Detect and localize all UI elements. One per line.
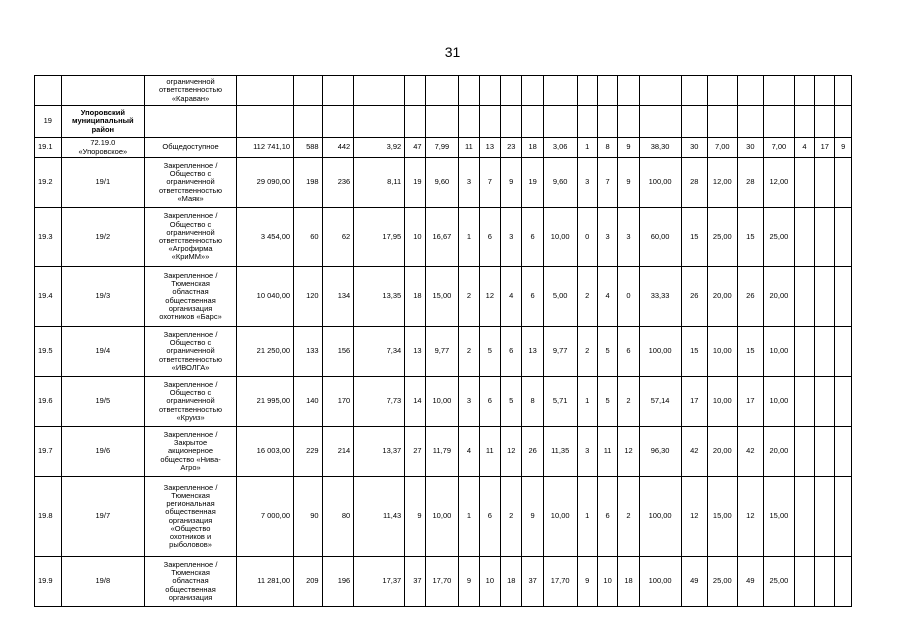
cell-value: 13,37 [354, 427, 405, 477]
cell-ground-name: 19/3 [61, 267, 145, 327]
cell-value: 30 [681, 138, 708, 158]
cell [681, 76, 708, 106]
cell-value: 9,77 [425, 327, 459, 377]
cell [639, 106, 681, 138]
table-row [35, 427, 852, 477]
page-number: 31 [444, 44, 461, 60]
cell-value: 4 [597, 267, 617, 327]
cell-value: 11 281,00 [236, 557, 293, 607]
cell-value: 10,00 [425, 477, 459, 557]
cell-value: 3 454,00 [236, 208, 293, 267]
cell-value [835, 267, 852, 327]
cell-value: 11,43 [354, 477, 405, 557]
cell-value: 8 [522, 377, 543, 427]
cell-value: 196 [322, 557, 354, 607]
cell-ground-type: Закрепленное / Тюменская региональная общественная организация «Общество охотников и рыболовов» [145, 477, 237, 557]
cell-value: 16 003,00 [236, 427, 293, 477]
cell-value: 13,35 [354, 267, 405, 327]
cell-value: 11,79 [425, 427, 459, 477]
cell-value: 10,00 [708, 327, 738, 377]
cell-ground-name: 19/7 [61, 477, 145, 557]
cell-value: 10,00 [764, 327, 795, 377]
cell-value: 5 [479, 327, 500, 377]
cell-ground-type: Закрепленное / Общество с ограниченной ответственностью «Круиз» [145, 377, 237, 427]
cell-value: 13 [479, 138, 500, 158]
cell-value: 442 [322, 138, 354, 158]
cell-value: 3 [459, 377, 479, 427]
cell-value: 17 [681, 377, 708, 427]
cell-value: 9 [835, 138, 852, 158]
cell [764, 106, 795, 138]
cell-value: 6 [479, 377, 500, 427]
cell-value: 9 [522, 477, 543, 557]
cell-value: 588 [294, 138, 323, 158]
cell-value: 13 [405, 327, 425, 377]
cell-value: 38,30 [639, 138, 681, 158]
cell-value [815, 477, 835, 557]
cell [522, 106, 543, 138]
cell-value: 20,00 [764, 267, 795, 327]
cell-value: 5,00 [543, 267, 577, 327]
cell-value: 236 [322, 158, 354, 208]
cell [577, 106, 597, 138]
cell-value: 2 [577, 267, 597, 327]
cell [425, 106, 459, 138]
cell-row-number: 19.4 [35, 267, 62, 327]
cell-district-number: 19 [35, 106, 62, 138]
cell-value: 9 [618, 158, 639, 208]
cell [794, 106, 814, 138]
cell-ground-name: 72.19.0 «Упоровское» [61, 138, 145, 158]
cell-value: 33,33 [639, 267, 681, 327]
cell-value [794, 557, 814, 607]
cell-value [815, 377, 835, 427]
cell-value: 15 [681, 208, 708, 267]
cell-value: 9 [618, 138, 639, 158]
cell-row-number: 19.5 [35, 327, 62, 377]
cell-value: 15,00 [425, 267, 459, 327]
cell-value: 15 [737, 208, 764, 267]
cell-value: 5,71 [543, 377, 577, 427]
cell-row-number: 19.1 [35, 138, 62, 158]
cell-value: 42 [737, 427, 764, 477]
cell-value: 30 [737, 138, 764, 158]
cell-value: 80 [322, 477, 354, 557]
cell [294, 76, 323, 106]
cell [479, 106, 500, 138]
table-row [35, 377, 852, 427]
cell [597, 106, 617, 138]
cell [236, 76, 293, 106]
cell-value: 9 [459, 557, 479, 607]
cell [405, 76, 425, 106]
cell-value: 2 [459, 327, 479, 377]
cell-value: 2 [618, 377, 639, 427]
cell-value: 49 [737, 557, 764, 607]
cell-value: 18 [405, 267, 425, 327]
cell [425, 76, 459, 106]
cell-value: 20,00 [764, 427, 795, 477]
cell [835, 76, 852, 106]
cell-value: 17,37 [354, 557, 405, 607]
cell-value: 96,30 [639, 427, 681, 477]
cell-value: 5 [597, 327, 617, 377]
cell-value: 10,00 [764, 377, 795, 427]
cell-value: 23 [501, 138, 522, 158]
cell-value: 2 [577, 327, 597, 377]
cell-value: 90 [294, 477, 323, 557]
cell-value: 8 [597, 138, 617, 158]
cell-value [815, 427, 835, 477]
cell-value: 9,77 [543, 327, 577, 377]
table-row-district [35, 106, 852, 138]
cell-value: 112 741,10 [236, 138, 293, 158]
cell-value: 198 [294, 158, 323, 208]
cell-value: 5 [501, 377, 522, 427]
cell [459, 106, 479, 138]
cell-value: 7,00 [708, 138, 738, 158]
cell-value: 10 [405, 208, 425, 267]
cell-value: 25,00 [764, 208, 795, 267]
cell-value: 21 250,00 [236, 327, 293, 377]
cell-value: 10 040,00 [236, 267, 293, 327]
cell-value: 60,00 [639, 208, 681, 267]
cell-value: 6 [479, 208, 500, 267]
cell-value: 13 [522, 327, 543, 377]
cell-value [794, 267, 814, 327]
cell [501, 76, 522, 106]
cell-value: 7 [479, 158, 500, 208]
cell-value: 1 [577, 138, 597, 158]
cell-value: 8,11 [354, 158, 405, 208]
cell [405, 106, 425, 138]
cell-value: 14 [405, 377, 425, 427]
cell-value: 26 [681, 267, 708, 327]
cell-value: 42 [681, 427, 708, 477]
cell-value [835, 477, 852, 557]
cell-value [815, 158, 835, 208]
cell-value [794, 427, 814, 477]
cell-value: 100,00 [639, 477, 681, 557]
cell-ground-name: 19/2 [61, 208, 145, 267]
cell-value: 12 [737, 477, 764, 557]
cell [618, 76, 639, 106]
cell [236, 106, 293, 138]
cell-value: 18 [618, 557, 639, 607]
cell [639, 76, 681, 106]
cell-value: 25,00 [764, 557, 795, 607]
cell-value: 5 [597, 377, 617, 427]
cell-value: 10,00 [543, 208, 577, 267]
cell-continued-type: ограниченной ответственностью «Караван» [145, 76, 237, 106]
cell-value: 60 [294, 208, 323, 267]
cell-value: 12 [501, 427, 522, 477]
cell-value: 6 [479, 477, 500, 557]
cell-row-number: 19.9 [35, 557, 62, 607]
cell-value: 3 [618, 208, 639, 267]
cell-value: 28 [737, 158, 764, 208]
cell-value: 11 [597, 427, 617, 477]
cell-value: 49 [681, 557, 708, 607]
table-row [35, 327, 852, 377]
cell-value: 9 [405, 477, 425, 557]
cell [577, 76, 597, 106]
cell-value: 10,00 [708, 377, 738, 427]
cell-value: 12,00 [764, 158, 795, 208]
cell [354, 106, 405, 138]
cell-value: 7,99 [425, 138, 459, 158]
cell [708, 76, 738, 106]
cell-value: 11 [459, 138, 479, 158]
cell-value: 12 [479, 267, 500, 327]
cell-value: 15,00 [708, 477, 738, 557]
cell-value [794, 327, 814, 377]
cell-value: 0 [577, 208, 597, 267]
cell-value: 26 [522, 427, 543, 477]
cell-value: 7,34 [354, 327, 405, 377]
cell-value: 7,73 [354, 377, 405, 427]
cell-value: 28 [681, 158, 708, 208]
cell-value: 21 995,00 [236, 377, 293, 427]
cell-value: 4 [459, 427, 479, 477]
cell-value [815, 267, 835, 327]
cell-value: 37 [405, 557, 425, 607]
table-row [35, 477, 852, 557]
cell-value: 1 [459, 208, 479, 267]
cell-ground-name: 19/6 [61, 427, 145, 477]
cell-value: 1 [577, 377, 597, 427]
cell-value: 7 000,00 [236, 477, 293, 557]
cell-value: 12,00 [708, 158, 738, 208]
cell-value [794, 158, 814, 208]
cell-value: 17,70 [543, 557, 577, 607]
cell [145, 106, 237, 138]
cell-value: 57,14 [639, 377, 681, 427]
cell-value: 6 [501, 327, 522, 377]
cell-value: 7 [597, 158, 617, 208]
cell-value: 11 [479, 427, 500, 477]
cell-district-name: Упоровский муниципальный район [61, 106, 145, 138]
cell-value: 170 [322, 377, 354, 427]
cell-value [794, 208, 814, 267]
cell [764, 76, 795, 106]
cell [354, 76, 405, 106]
cell-value: 100,00 [639, 557, 681, 607]
cell-ground-name: 19/4 [61, 327, 145, 377]
cell-value: 17,70 [425, 557, 459, 607]
cell-ground-type: Закрепленное / Тюменская областная общественная организация [145, 557, 237, 607]
cell-value: 10 [597, 557, 617, 607]
cell-value: 4 [794, 138, 814, 158]
cell-value: 1 [459, 477, 479, 557]
cell-ground-type: Общедоступное [145, 138, 237, 158]
cell [479, 76, 500, 106]
cell-value: 9 [577, 557, 597, 607]
cell-value: 209 [294, 557, 323, 607]
cell [459, 76, 479, 106]
cell-value: 25,00 [708, 208, 738, 267]
cell-value [815, 557, 835, 607]
cell-value: 100,00 [639, 158, 681, 208]
cell-value: 15,00 [764, 477, 795, 557]
cell-value: 4 [501, 267, 522, 327]
cell-value: 2 [501, 477, 522, 557]
cell [522, 76, 543, 106]
cell-value: 0 [618, 267, 639, 327]
cell-value: 2 [618, 477, 639, 557]
cell-value: 29 090,00 [236, 158, 293, 208]
table-row-continued [35, 76, 852, 106]
cell-value: 6 [618, 327, 639, 377]
cell-value: 47 [405, 138, 425, 158]
cell [708, 106, 738, 138]
cell-value: 9,60 [543, 158, 577, 208]
cell-value: 16,67 [425, 208, 459, 267]
cell-value [815, 208, 835, 267]
cell-ground-type: Закрепленное / Общество с ограниченной ответственностью «Маяк» [145, 158, 237, 208]
table-row [35, 158, 852, 208]
cell-value [835, 158, 852, 208]
cell-value: 6 [597, 477, 617, 557]
cell [794, 76, 814, 106]
cell [618, 106, 639, 138]
table-row [35, 557, 852, 607]
cell-value: 18 [501, 557, 522, 607]
cell-value: 3,06 [543, 138, 577, 158]
cell-value: 7,00 [764, 138, 795, 158]
cell [35, 76, 62, 106]
cell-value: 19 [405, 158, 425, 208]
cell-value: 17 [815, 138, 835, 158]
cell-value: 12 [681, 477, 708, 557]
cell-value: 26 [737, 267, 764, 327]
cell-value: 3 [501, 208, 522, 267]
cell-value [835, 377, 852, 427]
cell-value [835, 327, 852, 377]
cell-value: 17,95 [354, 208, 405, 267]
cell-value: 140 [294, 377, 323, 427]
cell-value: 3 [459, 158, 479, 208]
cell-value: 25,00 [708, 557, 738, 607]
cell [61, 76, 145, 106]
cell [681, 106, 708, 138]
cell-value: 6 [522, 208, 543, 267]
cell-value: 9,60 [425, 158, 459, 208]
cell-value: 3 [577, 427, 597, 477]
cell-value [835, 208, 852, 267]
cell-value: 2 [459, 267, 479, 327]
cell-value: 17 [737, 377, 764, 427]
cell-value: 18 [522, 138, 543, 158]
cell-row-number: 19.3 [35, 208, 62, 267]
cell [737, 106, 764, 138]
cell-ground-name: 19/1 [61, 158, 145, 208]
cell-ground-name: 19/8 [61, 557, 145, 607]
cell [543, 76, 577, 106]
cell [597, 76, 617, 106]
cell-value [815, 327, 835, 377]
cell [501, 106, 522, 138]
cell-value: 134 [322, 267, 354, 327]
cell-row-number: 19.2 [35, 158, 62, 208]
cell-value: 15 [737, 327, 764, 377]
cell-value: 6 [522, 267, 543, 327]
cell-value: 19 [522, 158, 543, 208]
table-row [35, 267, 852, 327]
cell-value [835, 557, 852, 607]
cell-value: 3 [597, 208, 617, 267]
cell [815, 76, 835, 106]
cell-value: 120 [294, 267, 323, 327]
cell-value: 12 [618, 427, 639, 477]
cell-ground-type: Закрепленное / Общество с ограниченной ответственностью «Агрофирма «КриММ»» [145, 208, 237, 267]
cell-value: 9 [501, 158, 522, 208]
cell-value: 15 [681, 327, 708, 377]
cell [737, 76, 764, 106]
cell-value: 10 [479, 557, 500, 607]
cell-value: 3 [577, 158, 597, 208]
cell-row-number: 19.6 [35, 377, 62, 427]
cell [815, 106, 835, 138]
cell-value: 27 [405, 427, 425, 477]
cell-value: 1 [577, 477, 597, 557]
cell-value: 229 [294, 427, 323, 477]
cell-value: 3,92 [354, 138, 405, 158]
cell-value [794, 377, 814, 427]
cell-value [835, 427, 852, 477]
cell-value: 20,00 [708, 267, 738, 327]
cell-value: 156 [322, 327, 354, 377]
cell-value: 100,00 [639, 327, 681, 377]
cell-value: 133 [294, 327, 323, 377]
cell [322, 106, 354, 138]
cell-value: 10,00 [425, 377, 459, 427]
cell-value: 20,00 [708, 427, 738, 477]
cell-value: 62 [322, 208, 354, 267]
cell-value: 11,35 [543, 427, 577, 477]
cell [322, 76, 354, 106]
cell-value: 214 [322, 427, 354, 477]
cell-value [794, 477, 814, 557]
cell [543, 106, 577, 138]
cell [294, 106, 323, 138]
table-row [35, 208, 852, 267]
cell-row-number: 19.7 [35, 427, 62, 477]
cell-value: 10,00 [543, 477, 577, 557]
table-row [35, 138, 852, 158]
cell [835, 106, 852, 138]
data-table [34, 75, 852, 607]
cell-row-number: 19.8 [35, 477, 62, 557]
cell-ground-type: Закрепленное / Закрытое акционерное общество «Нива- Агро» [145, 427, 237, 477]
cell-ground-type: Закрепленное / Тюменская областная общественная организация охотников «Барс» [145, 267, 237, 327]
cell-value: 37 [522, 557, 543, 607]
cell-ground-type: Закрепленное / Общество с ограниченной ответственностью «ИВОЛГА» [145, 327, 237, 377]
cell-ground-name: 19/5 [61, 377, 145, 427]
